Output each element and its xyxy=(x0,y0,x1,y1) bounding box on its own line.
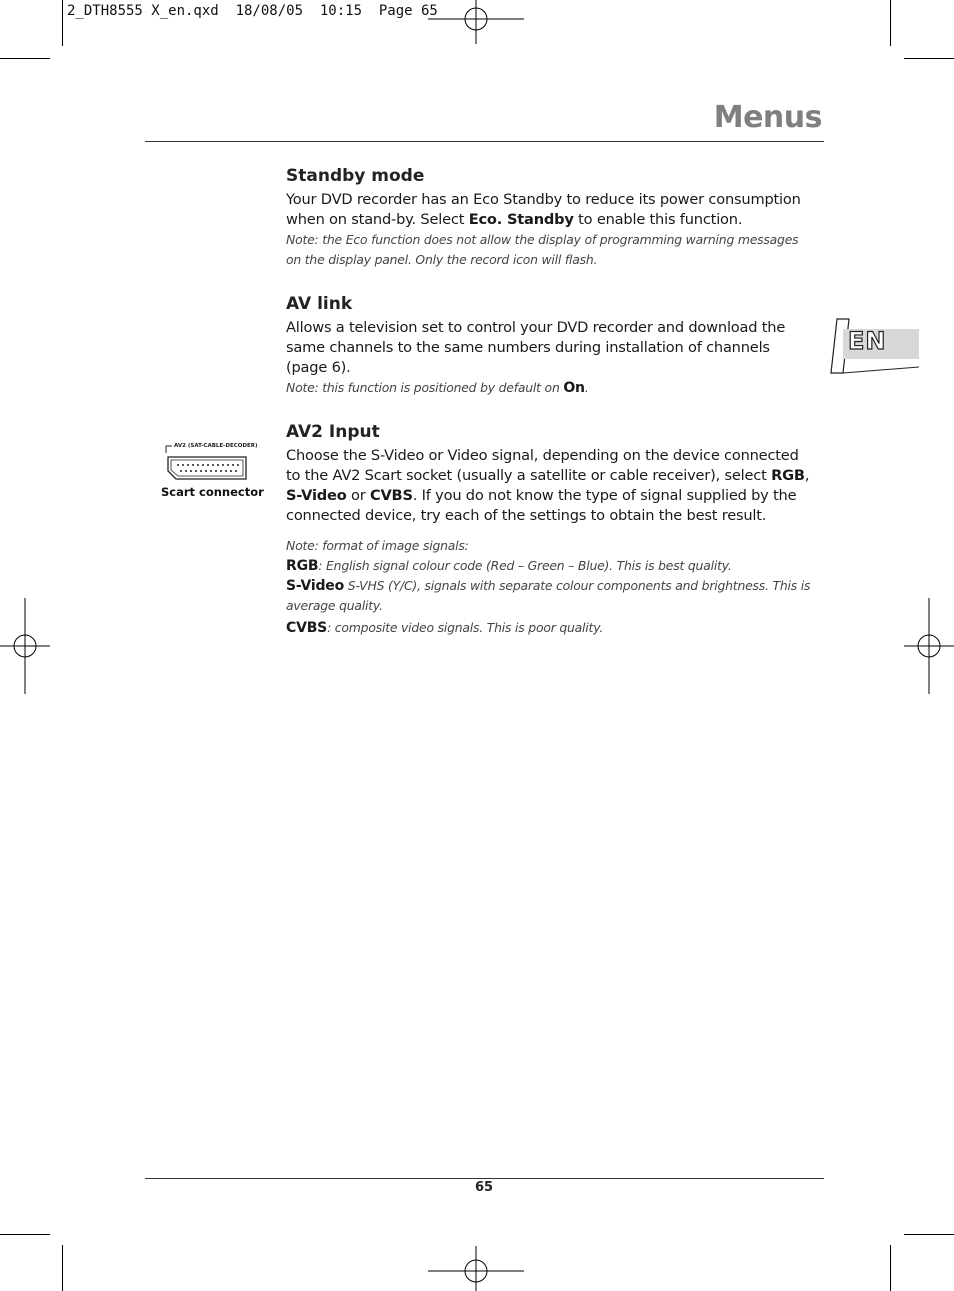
page-title: Menus xyxy=(713,100,822,135)
header-rule xyxy=(145,141,824,142)
signal-format-svideo: S-Video S-VHS (Y/C), signals with separate colour components and brightness. This is average quality. xyxy=(286,578,811,613)
crop-mark xyxy=(0,58,50,59)
section-body: Choose the S-Video or Video signal, depending on the device connected to the AV2 Scart socket (usually a satellite or cable receiver), select RGB, S-Video or CVBS. If you do not know the type of signal supplied by the connected device, try each of the settings to obtain the best result. xyxy=(286,447,810,524)
section-av2-input xyxy=(286,422,811,638)
language-tab-label: EN xyxy=(848,327,887,355)
scart-connector-icon xyxy=(164,443,254,487)
scart-top-label: AV2 (SAT-CABLE-DECODER) xyxy=(174,443,258,449)
section-note: Note: the Eco function does not allow the display of programming warning messages on the display panel. Only the record icon will flash. xyxy=(286,232,799,267)
crop-mark xyxy=(62,0,63,46)
signal-format-rgb: RGB: English signal colour code (Red – Green – Blue). This is best quality. xyxy=(286,558,732,574)
section-heading: AV2 Input xyxy=(286,422,380,442)
crop-mark xyxy=(0,1234,50,1235)
section-body: Your DVD recorder has an Eco Standby to reduce its power consumption when on stand-by. Select Eco. Standby to enable this function. xyxy=(286,191,801,228)
crop-mark xyxy=(62,1245,63,1291)
registration-mark-icon xyxy=(428,0,524,48)
section-standby-mode xyxy=(286,166,811,270)
file-slug: 2_DTH8555 X_en.qxd 18/08/05 10:15 Page 65 xyxy=(67,3,438,19)
signal-format-intro: Note: format of image signals: xyxy=(286,538,469,553)
section-note: Note: this function is positioned by default on On. xyxy=(286,380,589,396)
section-av-link xyxy=(286,294,811,398)
section-heading: Standby mode xyxy=(286,166,425,186)
registration-mark-icon xyxy=(428,1246,524,1291)
main-content xyxy=(286,166,811,662)
signal-format-cvbs: CVBS: composite video signals. This is poor quality. xyxy=(286,620,604,636)
registration-mark-icon xyxy=(0,598,50,694)
section-heading: AV link xyxy=(286,294,353,314)
footer-rule xyxy=(145,1178,824,1179)
crop-mark xyxy=(904,58,954,59)
crop-mark xyxy=(890,0,891,46)
page-number: 65 xyxy=(474,1180,494,1195)
scart-caption: Scart connector xyxy=(161,485,264,499)
crop-mark xyxy=(904,1234,954,1235)
registration-mark-icon xyxy=(904,598,954,694)
section-body: Allows a television set to control your DVD recorder and download the same channels to the same numbers during installation of channels (page 6). xyxy=(286,319,786,376)
crop-mark xyxy=(890,1245,891,1291)
